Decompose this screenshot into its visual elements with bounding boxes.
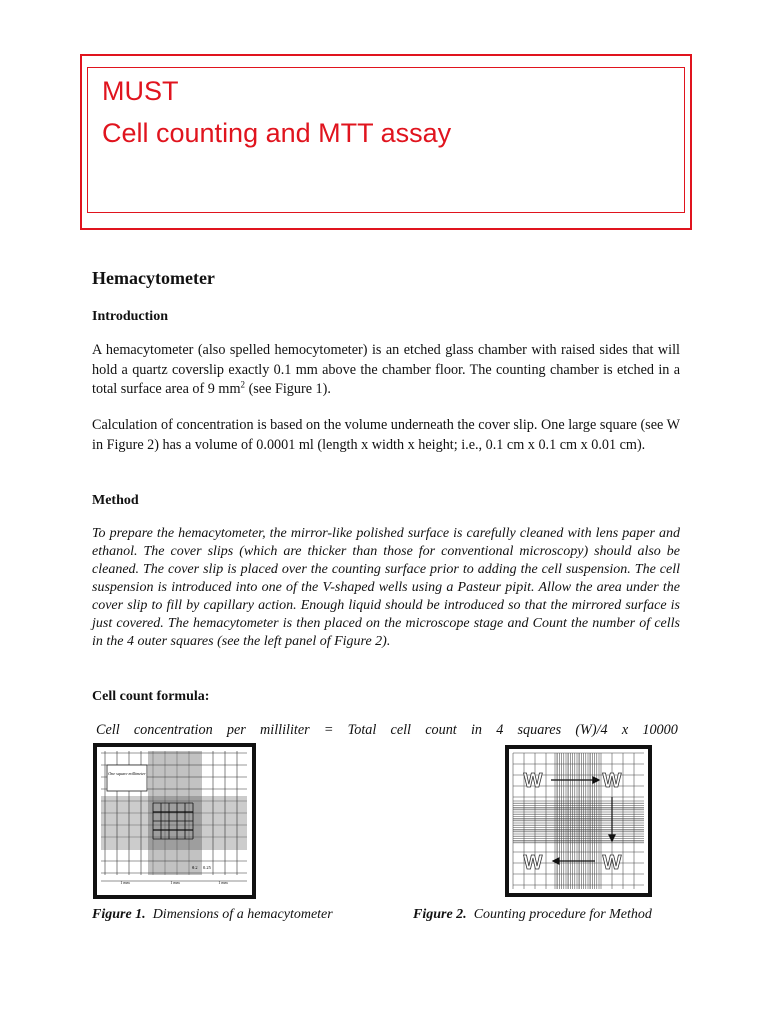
formula-word: (W)/4: [575, 722, 608, 738]
hemacytometer-grid-illustration: [97, 747, 252, 895]
superscript: 2: [240, 379, 246, 390]
formula-word: =: [323, 722, 334, 738]
fig1-mm-label: 1 mm: [120, 880, 130, 885]
formula-word: cell: [390, 722, 411, 738]
figure-2-caption-text: Counting procedure for Method: [473, 907, 652, 922]
formula-word: Total: [347, 722, 377, 738]
w-square-label: W: [602, 770, 622, 792]
w-square-label: W: [523, 770, 543, 792]
figure-2-image: [505, 745, 652, 897]
formula-word: x: [621, 722, 629, 738]
fig1-dim-a: 0.2: [192, 865, 198, 870]
arrow-right-head: [593, 777, 599, 783]
w-square-label: W: [602, 852, 622, 874]
figure-1-caption: [92, 907, 333, 923]
title-inner-frame: [87, 67, 685, 213]
fig1-mm-label: 1 mm: [170, 880, 180, 885]
w-square-label: W: [523, 852, 543, 874]
arrow-down-head: [609, 835, 615, 841]
formula-word: per: [226, 722, 246, 738]
formula-word: 10000: [642, 722, 678, 738]
introduction-heading: Introduction: [92, 309, 168, 324]
intro-paragraph-1-text: A hemacytometer (also spelled hemocytometer) is an etched glass chamber with raised sides that will hold a quartz coverslip exactly 0.1 mm above the chamber floor. The counting chamber is etched in a total surface area of 9 mm: [92, 342, 680, 397]
title-box: [80, 54, 692, 230]
figure-1-caption-text: Dimensions of a hemacytometer: [152, 907, 333, 922]
intro-paragraph-1-tail: (see Figure 1).: [245, 381, 331, 397]
counting-procedure-illustration: [509, 749, 648, 893]
formula-word: Cell: [96, 722, 120, 738]
method-heading: Method: [92, 493, 139, 508]
cell-count-formula: [96, 722, 678, 739]
intro-paragraph-2: Calculation of concentration is based on the volume underneath the cover slip. One large square (see W in Figure 2) has a volume of 0.0001 ml (length x width x height; i.e., 0.1 cm x 0.1 cm x 0.01 cm).: [92, 417, 680, 453]
formula-word: count: [425, 722, 457, 738]
section-title: Hemacytometer: [92, 268, 215, 288]
label-box: [107, 765, 147, 791]
figure-2-caption: [413, 907, 652, 923]
formula-heading: Cell count formula:: [92, 689, 210, 704]
title-main: Cell counting and MTT assay: [102, 118, 452, 148]
formula-word: concentration: [133, 722, 213, 738]
fig1-dim-b: 0.25: [203, 865, 211, 870]
figure-2-caption-label: Figure 2.: [413, 907, 467, 922]
formula-word: milliliter: [260, 722, 310, 738]
figure-1-caption-label: Figure 1.: [92, 907, 146, 922]
fig1-box-label: One square millimeter: [108, 771, 146, 776]
intro-paragraph-1: [92, 341, 680, 400]
formula-word: 4: [496, 722, 504, 738]
fig1-mm-label: 1 mm: [218, 880, 228, 885]
figure-1-image: [93, 743, 256, 899]
method-paragraph: To prepare the hemacytometer, the mirror-like polished surface is carefully cleaned with lens paper and ethanol. The cover slips (which are thicker than those for conventional microscopy) should also be cleaned. The cover slip is placed over the counting surface prior to adding the cell suspension. The cell suspension is introduced into one of the V-shaped wells using a Pasteur pipit. Allow the area under the cover slip to fill by capillary action. Enough liquid should be introduced so that the mirrored surface is just covered. The hemacytometer is then placed on the microscope stage and Count the number of cells in the 4 outer squares (see the left panel of Figure 2).: [92, 526, 680, 649]
title-org: MUST: [102, 76, 179, 106]
formula-word: squares: [517, 722, 562, 738]
formula-word: in: [470, 722, 482, 738]
